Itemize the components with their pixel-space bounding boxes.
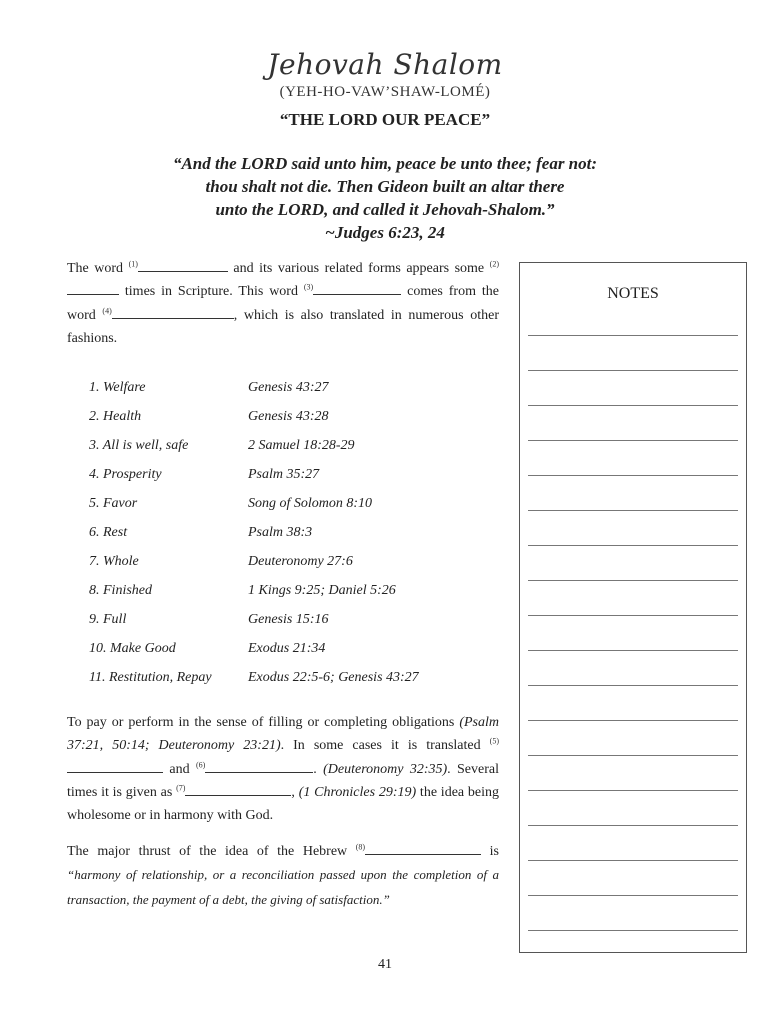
fill-blank[interactable] (365, 842, 481, 855)
definition-quote: “harmony of relationship, or a reconciliation passed upon the completion of a transaction, the payment of a debt, the giving of satisfaction.” (67, 867, 499, 907)
list-item (89, 634, 509, 663)
page-title: Jehovah Shalom (267, 48, 503, 81)
list-item (89, 460, 509, 489)
note-line[interactable] (528, 370, 738, 371)
verse-line: thou shalt not die. Then Gideon built an altar there (205, 177, 565, 196)
scripture-ref: (Psalm 37:21, 50:14; Deuteronomy 23:21) (67, 715, 499, 754)
blank-number: (5) (489, 736, 499, 746)
text: the idea being wholesome or in harmony with God. (67, 784, 499, 824)
scripture-ref: Genesis 43:27 (248, 380, 329, 395)
scripture-ref: Psalm 35:27 (248, 467, 320, 482)
text: and (163, 761, 196, 777)
pronunciation: (YEH-HO-VAW’SHAW-LOMÉ) (279, 84, 491, 100)
note-line[interactable] (528, 895, 738, 896)
term: 6. Rest (89, 525, 128, 540)
verse-line: unto the LORD, and called it Jehovah-Shalom.” (215, 200, 555, 219)
note-line[interactable] (528, 615, 738, 616)
note-line[interactable] (528, 510, 738, 511)
text: . Several times it is given as (67, 761, 499, 800)
notes-title: NOTES (607, 285, 659, 302)
list-item (89, 431, 509, 460)
note-line[interactable] (528, 335, 738, 336)
term: 1. Welfare (89, 380, 146, 395)
fill-blank[interactable] (67, 760, 163, 773)
list-item (89, 663, 509, 692)
note-line[interactable] (528, 790, 738, 791)
text: To pay or perform in the sense of filling or completing obligations (67, 715, 460, 730)
text: . (313, 761, 324, 777)
list-item (89, 518, 509, 547)
term: 9. Full (89, 612, 127, 627)
hebrew-paragraph (67, 840, 499, 912)
page-number: 41 (378, 957, 392, 972)
text: The major thrust of the idea of the Hebrew (67, 844, 356, 859)
fill-blank[interactable] (112, 306, 234, 319)
list-item (89, 489, 509, 518)
blank-number: (4) (102, 305, 112, 315)
notes-box (519, 262, 747, 953)
fill-blank[interactable] (313, 282, 401, 295)
text: is (481, 844, 499, 859)
verse-quote (0, 152, 770, 244)
term: 5. Favor (89, 496, 138, 511)
term: 2. Health (89, 409, 142, 424)
note-line[interactable] (528, 685, 738, 686)
scripture-ref: Song of Solomon 8:10 (248, 496, 373, 511)
scripture-ref: Deuteronomy 27:6 (248, 554, 353, 569)
intro-paragraph (67, 257, 499, 350)
note-line[interactable] (528, 580, 738, 581)
term: 8. Finished (89, 583, 152, 598)
scripture-ref: Genesis 15:16 (248, 612, 329, 627)
text: times in Scripture. This word (119, 284, 304, 300)
note-line[interactable] (528, 930, 738, 931)
fill-blank[interactable] (205, 760, 313, 773)
blank-number: (3) (303, 282, 314, 292)
blank-number: (7) (176, 783, 186, 793)
scripture-ref: 2 Samuel 18:28-29 (248, 438, 355, 453)
fill-blank[interactable] (138, 259, 228, 272)
scripture-ref: (Deuteronomy 32:35) (323, 761, 448, 777)
term: 7. Whole (89, 554, 139, 569)
blank-number: (1) (128, 259, 138, 269)
list-item (89, 576, 509, 605)
subtitle: “THE LORD OUR PEACE” (279, 110, 491, 129)
scripture-ref: Genesis 43:28 (248, 409, 329, 424)
list-item (89, 605, 509, 634)
scripture-ref: Psalm 38:3 (248, 525, 313, 540)
note-line[interactable] (528, 650, 738, 651)
scripture-ref: Exodus 21:34 (248, 641, 326, 656)
text: comes from the word (67, 284, 499, 323)
text: , which is also translated in numerous other fashions. (67, 307, 499, 346)
text: and its various related forms appears some (227, 261, 490, 276)
blank-number: (2) (489, 259, 499, 269)
list-item (89, 547, 509, 576)
note-line[interactable] (528, 720, 738, 721)
translation-list (89, 373, 509, 692)
note-line[interactable] (528, 545, 738, 546)
blank-number: (6) (195, 759, 206, 769)
fill-blank[interactable] (185, 783, 291, 796)
text: The word (67, 261, 129, 276)
scripture-ref: (1 Chronicles 29:19) (298, 784, 417, 800)
fill-blank[interactable] (67, 282, 119, 295)
scripture-ref: Exodus 22:5-6; Genesis 43:27 (248, 670, 419, 685)
obligations-paragraph (67, 711, 499, 827)
term: 3. All is well, safe (89, 438, 189, 453)
blank-number: (8) (355, 842, 366, 852)
note-line[interactable] (528, 440, 738, 441)
list-item (89, 402, 509, 431)
text: , (291, 784, 299, 800)
term: 10. Make Good (89, 641, 176, 656)
verse-line: “And the LORD said unto him, peace be unto thee; fear not: (172, 154, 598, 173)
term: 11. Restitution, Repay (89, 670, 212, 685)
note-line[interactable] (528, 860, 738, 861)
verse-reference: ~Judges 6:23, 24 (325, 223, 445, 242)
text: . In some cases it is translated (280, 738, 490, 754)
note-line[interactable] (528, 405, 738, 406)
note-line[interactable] (528, 475, 738, 476)
term: 4. Prosperity (89, 467, 162, 482)
list-item (89, 373, 509, 402)
note-line[interactable] (528, 755, 738, 756)
scripture-ref: 1 Kings 9:25; Daniel 5:26 (248, 583, 396, 598)
note-line[interactable] (528, 825, 738, 826)
